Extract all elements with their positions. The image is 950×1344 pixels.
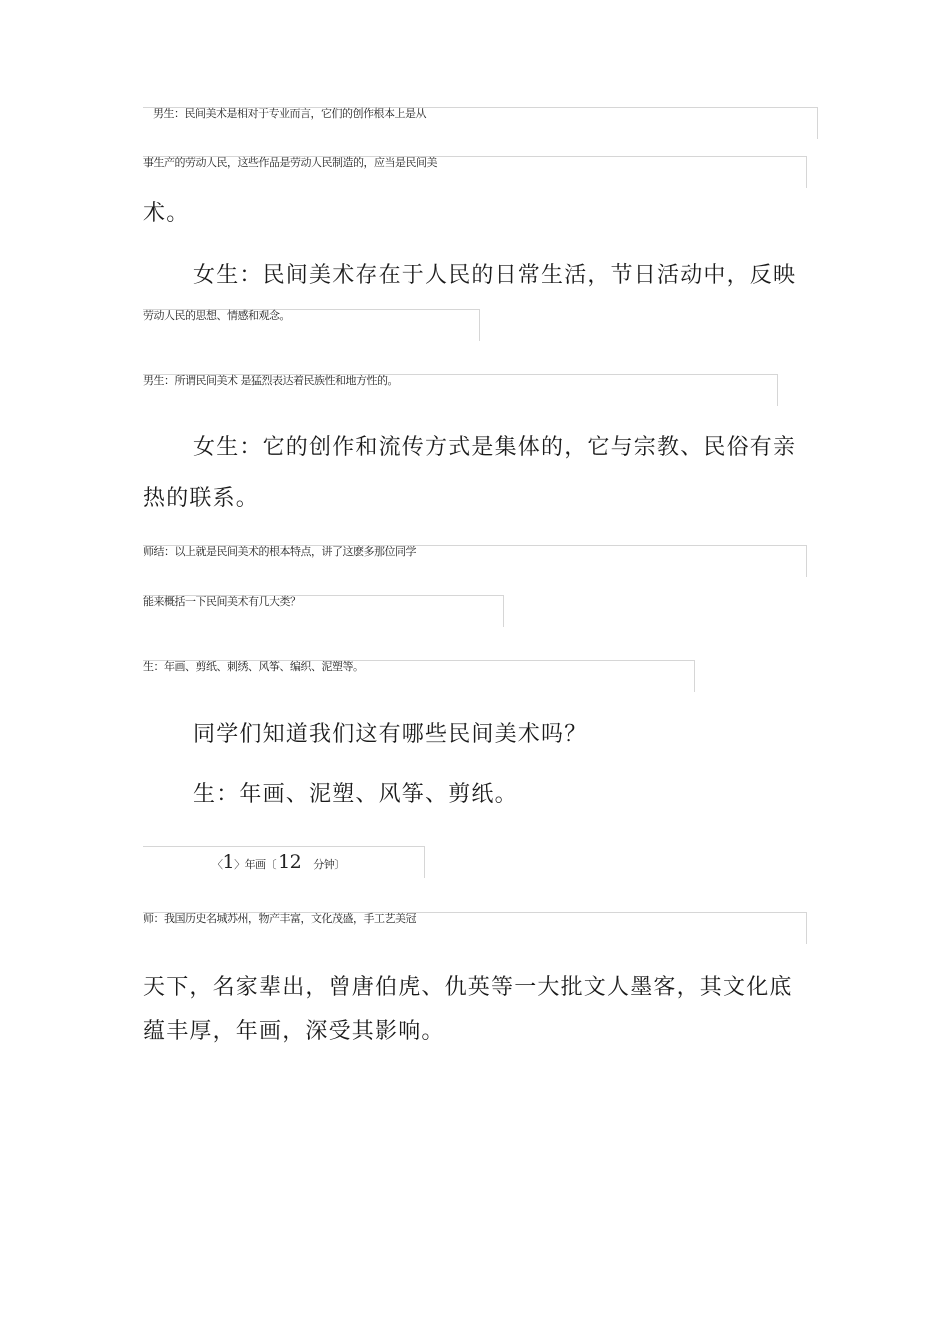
text-line-13: 生：年画、泥塑、风筝、剪纸。 [193, 782, 518, 807]
text-line-4: 女生：民间美术存在于人民的日常生活，节日活动中，反映 [193, 263, 797, 288]
text-line-11: 生：年画、剪纸、刺绣、风筝、编织、泥塑等。 [143, 660, 364, 673]
text-line-9: 师结：以上就是民间美术的根本特点，讲了这麽多那位同学 [143, 545, 416, 558]
text-line-1: 男生：民间美术是相对于专业而言，它们的创作根本上是从 [153, 107, 426, 120]
text-line-8: 热的联系。 [143, 486, 260, 511]
text-line-16: 天下，名家辈出，曾唐伯虎、仇英等一大批文人墨客，其文化底 [143, 975, 793, 1000]
text-line-5: 劳动人民的思想、情感和观念。 [143, 309, 290, 322]
text-line-7: 女生：它的创作和流传方式是集体的，它与宗教、民俗有亲 [193, 435, 797, 460]
text-line-17: 蕴丰厚，年画，深受其影响。 [143, 1019, 445, 1044]
heading-number: 1 [222, 851, 235, 873]
text-line-3: 术。 [143, 201, 190, 226]
section-heading [212, 850, 345, 877]
text-line-2: 事生产的劳动人民，这些作品是劳动人民制造的，应当是民间美 [143, 156, 437, 169]
heading-label: 〉年画〔 [234, 858, 277, 871]
text-line-10: 能来概括一下民间美术有几大类？ [143, 595, 301, 608]
text-line-6: 男生：所谓民间美术 是猛烈表达着民族性和地方性的。 [143, 374, 398, 387]
text-line-15: 师：我国历史名城苏州，物产丰富，文化茂盛，手工艺美冠 [143, 912, 416, 925]
heading-open: 〈 [212, 858, 223, 871]
text-line-12: 同学们知道我们这有哪些民间美术吗？ [193, 722, 588, 747]
heading-unit: 分钟〕 [313, 858, 345, 871]
heading-minutes: 12 [278, 851, 302, 873]
